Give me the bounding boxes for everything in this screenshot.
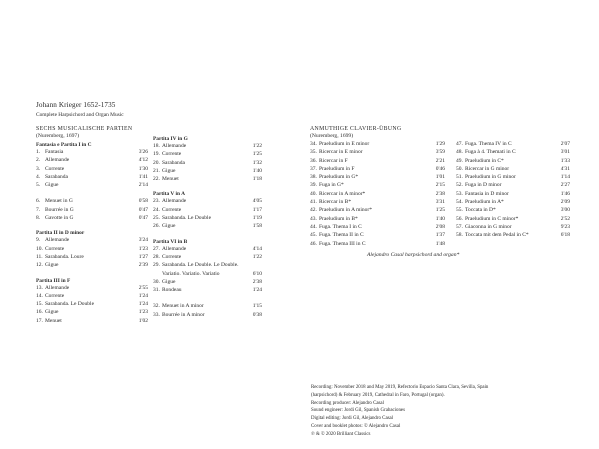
group-title: Fantasia e Partita I in C	[36, 142, 92, 148]
track-row	[36, 197, 148, 205]
track-title: Fuga à 4. Themati in C	[465, 149, 516, 156]
track-title: Rondeau	[162, 287, 182, 294]
track-title: Fuga in D minor	[465, 182, 502, 189]
track-number: 25.	[153, 215, 160, 222]
group-title: Partita V in A	[153, 191, 185, 198]
track-row	[153, 278, 262, 286]
track-duration: 1'30	[138, 165, 148, 172]
track-row	[310, 215, 445, 223]
track-number: 33.	[153, 311, 160, 318]
track-row	[36, 261, 148, 269]
track-number: 53.	[456, 190, 463, 197]
credit-line: Recording: November 2018 and May 2019, Refectorio Espacio Santa Clara, Sevilla, Spain	[311, 385, 489, 390]
track-number: 57.	[456, 223, 463, 230]
track-title: Sarabanda. Le Double	[45, 301, 95, 308]
album-subtitle: Complete Harpsichord and Organ Music	[36, 112, 124, 118]
tracklist-column-3	[310, 140, 445, 248]
tracklist-column-2	[153, 136, 262, 319]
track-number: 32.	[153, 303, 160, 310]
track-row	[153, 302, 262, 310]
track-number: 9.	[36, 237, 41, 244]
track-number: 16.	[36, 309, 43, 316]
track-title: Ricercar in F	[319, 157, 348, 164]
album-header	[36, 101, 115, 109]
track-row	[36, 245, 148, 253]
track-row	[36, 206, 148, 214]
track-title: Sarabanda	[45, 173, 68, 180]
track-row	[153, 175, 262, 183]
track-duration: 1'22	[252, 143, 262, 149]
track-row	[456, 173, 570, 181]
track-duration: 1'40	[252, 167, 262, 174]
track-duration: 2'09	[560, 199, 570, 206]
track-title: Gigue	[45, 309, 59, 316]
track-duration: 1'02	[138, 317, 148, 324]
group-title: Partita III in F	[36, 277, 71, 284]
track-number: 5.	[36, 182, 41, 189]
track-row	[456, 223, 570, 231]
track-title: Gigue	[45, 262, 59, 269]
group-title: Partita VI in B	[153, 238, 188, 245]
track-row	[153, 253, 262, 261]
track-title: Sarabanda. Le Double. Le Double.	[162, 262, 239, 269]
track-title: Allemande	[162, 198, 187, 205]
track-number: 28.	[153, 253, 160, 260]
track-duration: 1'17	[252, 206, 262, 213]
track-row	[36, 300, 148, 308]
track-title: Toccata in D*	[465, 207, 496, 214]
track-row	[36, 317, 148, 325]
track-number: 3.	[36, 165, 41, 172]
track-number: 14.	[36, 292, 43, 299]
track-title: Menuet in G	[45, 198, 73, 205]
track-number: 30.	[153, 278, 160, 285]
track-row	[36, 156, 148, 164]
track-duration: 4'12	[138, 157, 148, 164]
track-title: Gavotte in G	[45, 215, 74, 222]
track-number: 1.	[36, 149, 41, 155]
track-duration: 1'22	[252, 253, 262, 260]
track-duration: 1'33	[560, 157, 570, 164]
track-row	[36, 308, 148, 316]
track-row	[310, 148, 445, 156]
track-row	[456, 206, 570, 214]
track-title: Praeludium in E minor	[319, 141, 370, 147]
track-duration: 1'25	[252, 151, 262, 158]
track-duration: 1'24	[252, 287, 262, 294]
group-title: Partita II in D minor	[36, 230, 85, 237]
track-duration: 1'14	[560, 174, 570, 181]
track-duration: 1'01	[435, 174, 445, 181]
track-number: 54.	[456, 199, 463, 206]
track-title: Bourrée in G	[45, 206, 74, 213]
section-title-clavier-uebung: ANMUTHIGE CLAVIER-ÜBUNG	[310, 126, 402, 132]
track-title: Fantasia in D minor	[465, 190, 509, 197]
track-title: Fantasia	[45, 149, 64, 155]
track-number: 17.	[36, 317, 43, 324]
track-row	[36, 148, 148, 156]
track-duration: 1'18	[252, 176, 262, 183]
track-number: 8.	[36, 215, 41, 222]
section-subtitle-clavier-uebung: (Nuremberg, 1699)	[310, 133, 354, 139]
track-title: Gigue	[45, 182, 59, 189]
track-row	[153, 206, 262, 214]
track-number: 22.	[153, 176, 160, 183]
track-number: 37.	[310, 165, 317, 172]
track-row	[310, 157, 445, 165]
track-number: 46.	[310, 240, 317, 247]
track-title: Gigue	[162, 278, 176, 285]
track-title: Menuet in A minor	[162, 303, 204, 310]
track-number: 36.	[310, 157, 317, 164]
track-title: Corrente	[45, 165, 65, 172]
track-number: 20.	[153, 159, 160, 166]
composer-years: 1652-1735	[83, 101, 116, 109]
track-number: 27.	[153, 245, 160, 252]
composer-name: Johann Krieger	[36, 101, 82, 109]
track-row	[153, 167, 262, 175]
track-row	[36, 236, 148, 244]
track-duration: 4'05	[252, 198, 262, 205]
track-number: 24.	[153, 206, 160, 213]
track-title: Allemande	[162, 245, 187, 252]
track-title: Allemande	[45, 157, 70, 164]
track-duration: 1'23	[138, 245, 148, 252]
track-row	[310, 181, 445, 189]
track-row	[456, 140, 570, 148]
track-duration: 2'52	[560, 215, 570, 222]
track-title: Praeludium in C*	[465, 157, 504, 164]
track-duration: 3'59	[435, 149, 445, 156]
track-number: 4.	[36, 173, 41, 180]
track-title: Praeludium in G*	[319, 174, 359, 181]
credit-line: Sound engineer: Jordi Gil, Spanish Grabaciones	[311, 408, 405, 414]
track-number: 51.	[456, 174, 463, 181]
track-row	[36, 214, 148, 222]
track-row	[153, 311, 262, 319]
track-duration: 6'18	[560, 232, 570, 239]
track-row	[36, 181, 148, 189]
production-credits	[311, 384, 488, 439]
track-title: Sarabanda	[162, 159, 185, 166]
track-title: Praeludium in C minor*	[465, 215, 519, 222]
track-number: 43.	[310, 215, 317, 222]
track-duration: 4'31	[560, 165, 570, 172]
track-title: Ricercar in A minor*	[319, 190, 366, 197]
credit-line: Recording producer: Alejandro Casal	[311, 400, 384, 406]
track-number: 18.	[153, 143, 160, 149]
track-title: Allemande	[45, 284, 70, 291]
track-duration: 3'26	[138, 149, 148, 155]
track-row	[153, 142, 262, 150]
track-title: Fuga. Thema I in C	[319, 223, 362, 230]
track-number: 55.	[456, 207, 463, 214]
track-duration: 0'58	[138, 198, 148, 205]
track-number: 7.	[36, 206, 41, 213]
tracklist-column-1	[36, 142, 148, 325]
track-number: 58.	[456, 232, 463, 239]
track-duration: 1'15	[252, 303, 262, 310]
track-title: Sarabanda. Loure	[45, 253, 84, 260]
track-number: 38.	[310, 174, 317, 181]
track-duration: 0'38	[252, 311, 262, 318]
track-duration: 3'00	[560, 207, 570, 214]
track-number: 21.	[153, 167, 160, 174]
track-duration: 0'47	[138, 206, 148, 213]
track-title: Bourrée in A minor	[162, 311, 205, 318]
track-number: 39.	[310, 182, 317, 189]
track-duration: 1'27	[138, 253, 148, 260]
track-row	[153, 222, 262, 230]
track-number: 10.	[36, 245, 43, 252]
track-title: Corrente	[45, 292, 65, 299]
track-row	[153, 150, 262, 158]
track-duration: 2'14	[138, 182, 148, 189]
track-number: 48.	[456, 149, 463, 156]
track-duration: 1'58	[252, 223, 262, 230]
track-title: Corrente	[162, 151, 182, 158]
track-title: Sarabanda. Le Double	[162, 215, 212, 222]
track-title: Allemande	[45, 237, 70, 244]
track-number: 41.	[310, 199, 317, 206]
track-duration: 2'21	[435, 157, 445, 164]
track-number: 19.	[153, 151, 160, 158]
track-title: Ricercar in E minor	[319, 149, 363, 156]
track-duration: 1'40	[435, 215, 445, 222]
track-duration: 1'19	[252, 215, 262, 222]
section-subtitle-partien: (Nuremberg, 1697)	[36, 133, 80, 139]
track-title: Toccata mit dem Pedal in C*	[465, 232, 529, 239]
track-row	[456, 231, 570, 239]
track-row	[456, 190, 570, 198]
track-title: Corrente	[45, 245, 65, 252]
track-number: 47.	[456, 141, 463, 147]
track-row	[153, 270, 262, 278]
track-duration: 1'46	[560, 190, 570, 197]
track-duration: 1'25	[435, 207, 445, 214]
track-duration: 0'46	[435, 165, 445, 172]
track-title: Gigue	[162, 167, 176, 174]
track-duration: 2'39	[138, 262, 148, 269]
track-number: 45.	[310, 232, 317, 239]
track-title: Corrente	[162, 253, 182, 260]
track-number: 2.	[36, 157, 41, 164]
track-title: Praeludium in A minor*	[319, 207, 373, 214]
track-row	[310, 165, 445, 173]
track-row	[153, 197, 262, 205]
track-duration: 4'14	[252, 245, 262, 252]
track-row	[153, 214, 262, 222]
track-title: Fuga in G*	[319, 182, 344, 189]
track-duration: 3'01	[560, 149, 570, 156]
track-number: 6.	[36, 198, 41, 205]
track-duration: 1'23	[138, 309, 148, 316]
credit-line: (harpsichord) & February 2019, Cathedral in Faro, Portugal (organ).	[311, 392, 445, 398]
track-number: 52.	[456, 182, 463, 189]
track-number: 12.	[36, 262, 43, 269]
track-title: Praeludium in G minor	[465, 174, 516, 181]
track-duration: 2'38	[435, 190, 445, 197]
track-number: 23.	[153, 198, 160, 205]
track-title: Praeludium in B*	[319, 215, 358, 222]
track-title: Corrente	[162, 206, 182, 213]
track-number: 56.	[456, 215, 463, 222]
track-row	[456, 148, 570, 156]
track-duration: 2'15	[435, 182, 445, 189]
track-row	[456, 215, 570, 223]
track-title: Menuet	[162, 176, 179, 183]
track-duration: 1'37	[435, 232, 445, 239]
track-row	[310, 140, 445, 148]
performer-credit: Alejandro Casal harpsichord and organ*	[367, 252, 460, 258]
track-number: 49.	[456, 157, 463, 164]
credit-line: Digital editing: Jordi Gil, Alejandro Casal	[311, 416, 394, 422]
track-duration: 1'41	[138, 173, 148, 180]
track-duration: 1'32	[252, 159, 262, 166]
group-title: Partita IV in G	[153, 136, 188, 142]
track-duration: 2'07	[560, 141, 570, 147]
track-row	[153, 245, 262, 253]
track-duration: 2'55	[138, 284, 148, 291]
track-row	[456, 157, 570, 165]
track-title: Giaconna in G minor	[465, 223, 512, 230]
track-row	[153, 261, 262, 269]
track-duration: 2'38	[252, 278, 262, 285]
track-title: Allemande	[162, 143, 187, 149]
track-duration: 1'24	[138, 301, 148, 308]
track-duration: 1'29	[435, 141, 445, 147]
track-number: 29.	[153, 262, 160, 269]
track-row	[310, 223, 445, 231]
track-number: 34.	[310, 141, 317, 147]
track-title: Fuga. Thema III in C	[319, 240, 366, 247]
track-number: 42.	[310, 207, 317, 214]
track-row	[36, 284, 148, 292]
track-title: Menuet	[45, 317, 62, 324]
track-duration: 2'27	[560, 182, 570, 189]
track-title: Ricercar in B*	[319, 199, 352, 206]
credit-line: ℗ & © 2020 Brilliant Classics	[311, 431, 371, 437]
track-duration: 6'10	[252, 270, 262, 277]
track-title: Fuga. Thema II in C	[319, 232, 364, 239]
track-title: Praeludium in F	[319, 165, 355, 172]
track-duration: 1'48	[435, 240, 445, 247]
track-duration: 9'23	[560, 223, 570, 230]
track-title: Ricercar in G minor	[465, 165, 510, 172]
track-row	[36, 165, 148, 173]
track-number: 15.	[36, 301, 43, 308]
track-row	[36, 173, 148, 181]
track-row	[456, 198, 570, 206]
track-number: 40.	[310, 190, 317, 197]
track-row	[310, 198, 445, 206]
track-number: 13.	[36, 284, 43, 291]
section-title-partien: SECHS MUSICALISCHE PARTIEN	[36, 126, 133, 132]
track-number: 11.	[36, 253, 43, 260]
track-row	[153, 159, 262, 167]
track-row	[36, 253, 148, 261]
credit-line: Cover and booklet photos: © Alejandro Casal	[311, 423, 401, 429]
tracklist-column-4	[456, 140, 570, 240]
track-row	[310, 231, 445, 239]
track-title: Gigue	[162, 223, 176, 230]
track-number: 26.	[153, 223, 160, 230]
track-duration: 0'47	[138, 215, 148, 222]
track-number: 31.	[153, 287, 160, 294]
track-row	[456, 181, 570, 189]
track-row	[310, 206, 445, 214]
track-row	[456, 165, 570, 173]
track-row	[36, 292, 148, 300]
track-row	[310, 173, 445, 181]
track-duration: 1'24	[138, 292, 148, 299]
track-row	[310, 240, 445, 248]
track-duration: 3'24	[138, 237, 148, 244]
track-title: Variatio. Variatio. Variatio	[162, 270, 220, 277]
track-duration: 2'08	[435, 223, 445, 230]
track-number: 44.	[310, 223, 317, 230]
track-title: Praeludium in A*	[465, 199, 504, 206]
track-duration: 3'31	[435, 199, 445, 206]
track-title: Fuga. Thema IV in C	[465, 141, 512, 147]
track-row	[310, 190, 445, 198]
track-number: 35.	[310, 149, 317, 156]
track-number: 50.	[456, 165, 463, 172]
track-row	[153, 286, 262, 294]
